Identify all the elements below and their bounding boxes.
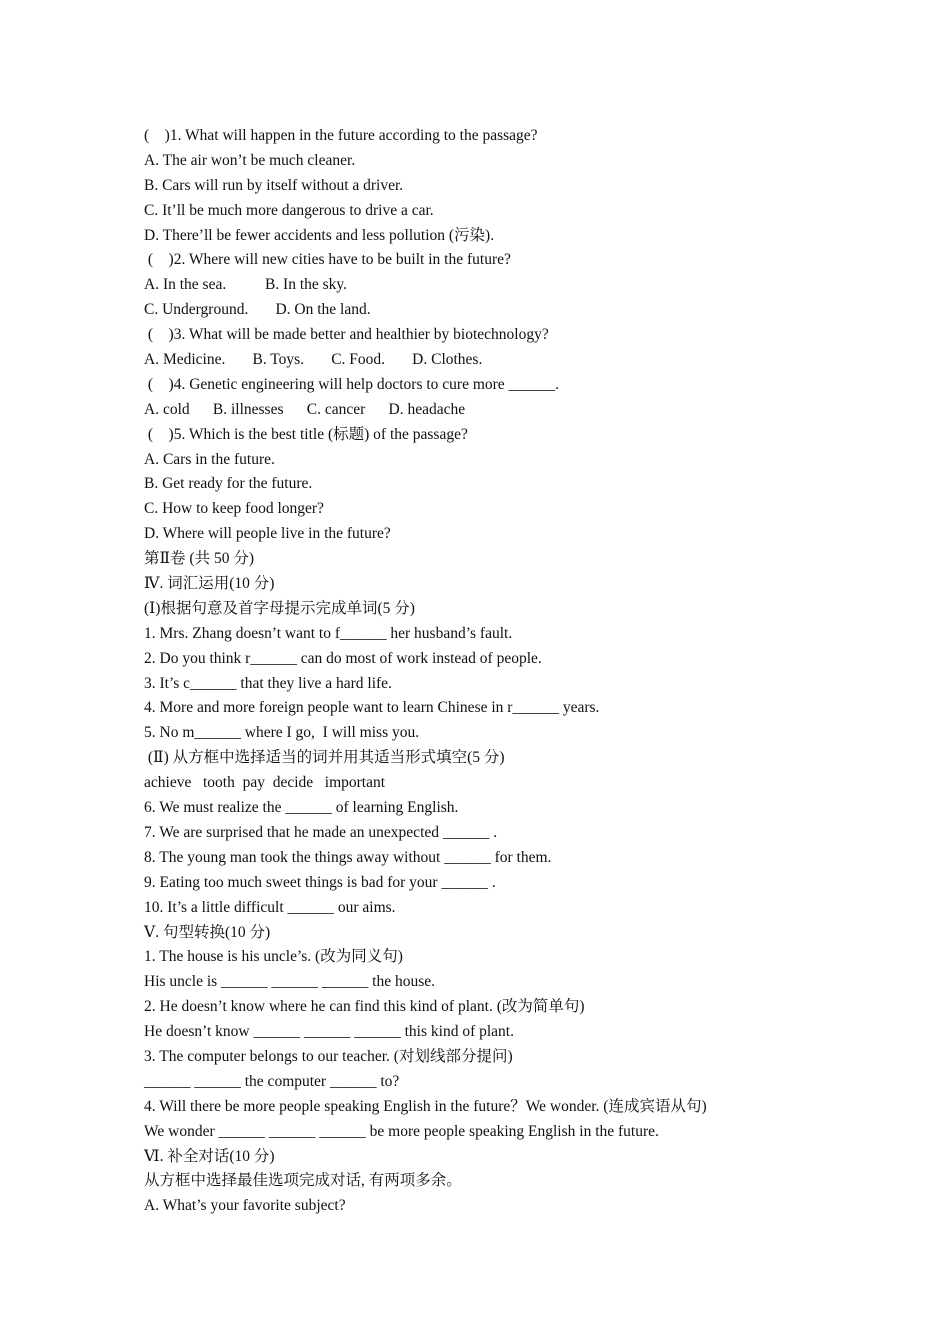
dialogue-instructions: 从方框中选择最佳选项完成对话, 有两项多余。	[144, 1172, 462, 1190]
vocab-item-3: 3. It’s c______ that they live a hard life.	[144, 674, 392, 692]
option-5a: A. Cars in the future.	[144, 450, 275, 468]
vocab-item-4: 4. More and more foreign people want to learn Chinese in r______ years.	[144, 699, 600, 717]
vocab-item-6: 6. We must realize the ______ of learning English.	[144, 799, 459, 817]
option-5c: C. How to keep food longer?	[144, 500, 324, 518]
section-4-heading: Ⅳ. 词汇运用(10 分)	[144, 575, 275, 593]
vocab-item-2: 2. Do you think r______ can do most of work instead of people.	[144, 649, 542, 667]
transform-item-3: 3. The computer belongs to our teacher. (对划线部分提问)	[144, 1047, 513, 1065]
transform-answer-3: ______ ______ the computer ______ to?	[144, 1072, 400, 1090]
question-4: ( )4. Genetic engineering will help doctors to cure more ______.	[144, 375, 559, 393]
option-5d: D. Where will people live in the future?	[144, 525, 391, 543]
options-4: A. cold B. illnesses C. cancer D. headache	[144, 400, 466, 418]
subsection-1-heading: (Ⅰ)根据句意及首字母提示完成单词(5 分)	[144, 599, 415, 617]
transform-answer-2: He doesn’t know ______ ______ ______ this kind of plant.	[144, 1023, 514, 1041]
vocab-item-8: 8. The young man took the things away without ______ for them.	[144, 848, 552, 866]
question-2: ( )2. Where will new cities have to be built in the future?	[144, 251, 511, 269]
question-1: ( )1. What will happen in the future according to the passage?	[144, 127, 538, 144]
option-5b: B. Get ready for the future.	[144, 475, 313, 493]
section-6-heading: Ⅵ. 补全对话(10 分)	[144, 1147, 275, 1165]
vocab-item-1: 1. Mrs. Zhang doesn’t want to f______ her husband’s fault.	[144, 624, 513, 642]
options-3: A. Medicine. B. Toys. C. Food. D. Clothes.	[144, 351, 483, 369]
part-2-heading: 第Ⅱ卷 (共 50 分)	[144, 550, 254, 568]
dialogue-option-a: A. What’s your favorite subject?	[144, 1197, 346, 1215]
option-1c: C. It’ll be much more dangerous to drive a car.	[144, 201, 434, 219]
document-page	[144, 124, 844, 1219]
vocab-item-9: 9. Eating too much sweet things is bad for your ______ .	[144, 873, 496, 891]
transform-item-4: 4. Will there be more people speaking English in the future？We wonder. (连成宾语从句)	[144, 1097, 707, 1115]
options-2ab: A. In the sea. B. In the sky.	[144, 276, 348, 294]
vocab-item-7: 7. We are surprised that he made an unexpected ______ .	[144, 823, 498, 841]
question-5: ( )5. Which is the best title (标题) of the passage?	[144, 425, 468, 443]
vocab-item-5: 5. No m______ where I go, I will miss you.	[144, 724, 420, 742]
vocab-item-10: 10. It’s a little difficult ______ our aims.	[144, 898, 396, 916]
question-3: ( )3. What will be made better and healthier by biotechnology?	[144, 326, 549, 344]
option-1d: D. There’ll be fewer accidents and less pollution (污染).	[144, 226, 495, 244]
subsection-2-heading: (Ⅱ) 从方框中选择适当的词并用其适当形式填空(5 分)	[144, 749, 505, 767]
option-1a: A. The air won’t be much cleaner.	[144, 151, 356, 169]
section-5-heading: Ⅴ. 句型转换(10 分)	[144, 923, 271, 941]
transform-answer-4: We wonder ______ ______ ______ be more people speaking English in the future.	[144, 1122, 659, 1140]
transform-item-1: 1. The house is his uncle’s. (改为同义句)	[144, 948, 403, 966]
options-2cd: C. Underground. D. On the land.	[144, 301, 371, 319]
transform-answer-1: His uncle is ______ ______ ______ the house.	[144, 973, 436, 991]
option-1b: B. Cars will run by itself without a driver.	[144, 176, 404, 194]
word-box: achieve tooth pay decide important	[144, 774, 386, 792]
transform-item-2: 2. He doesn’t know where he can find this kind of plant. (改为简单句)	[144, 998, 585, 1016]
